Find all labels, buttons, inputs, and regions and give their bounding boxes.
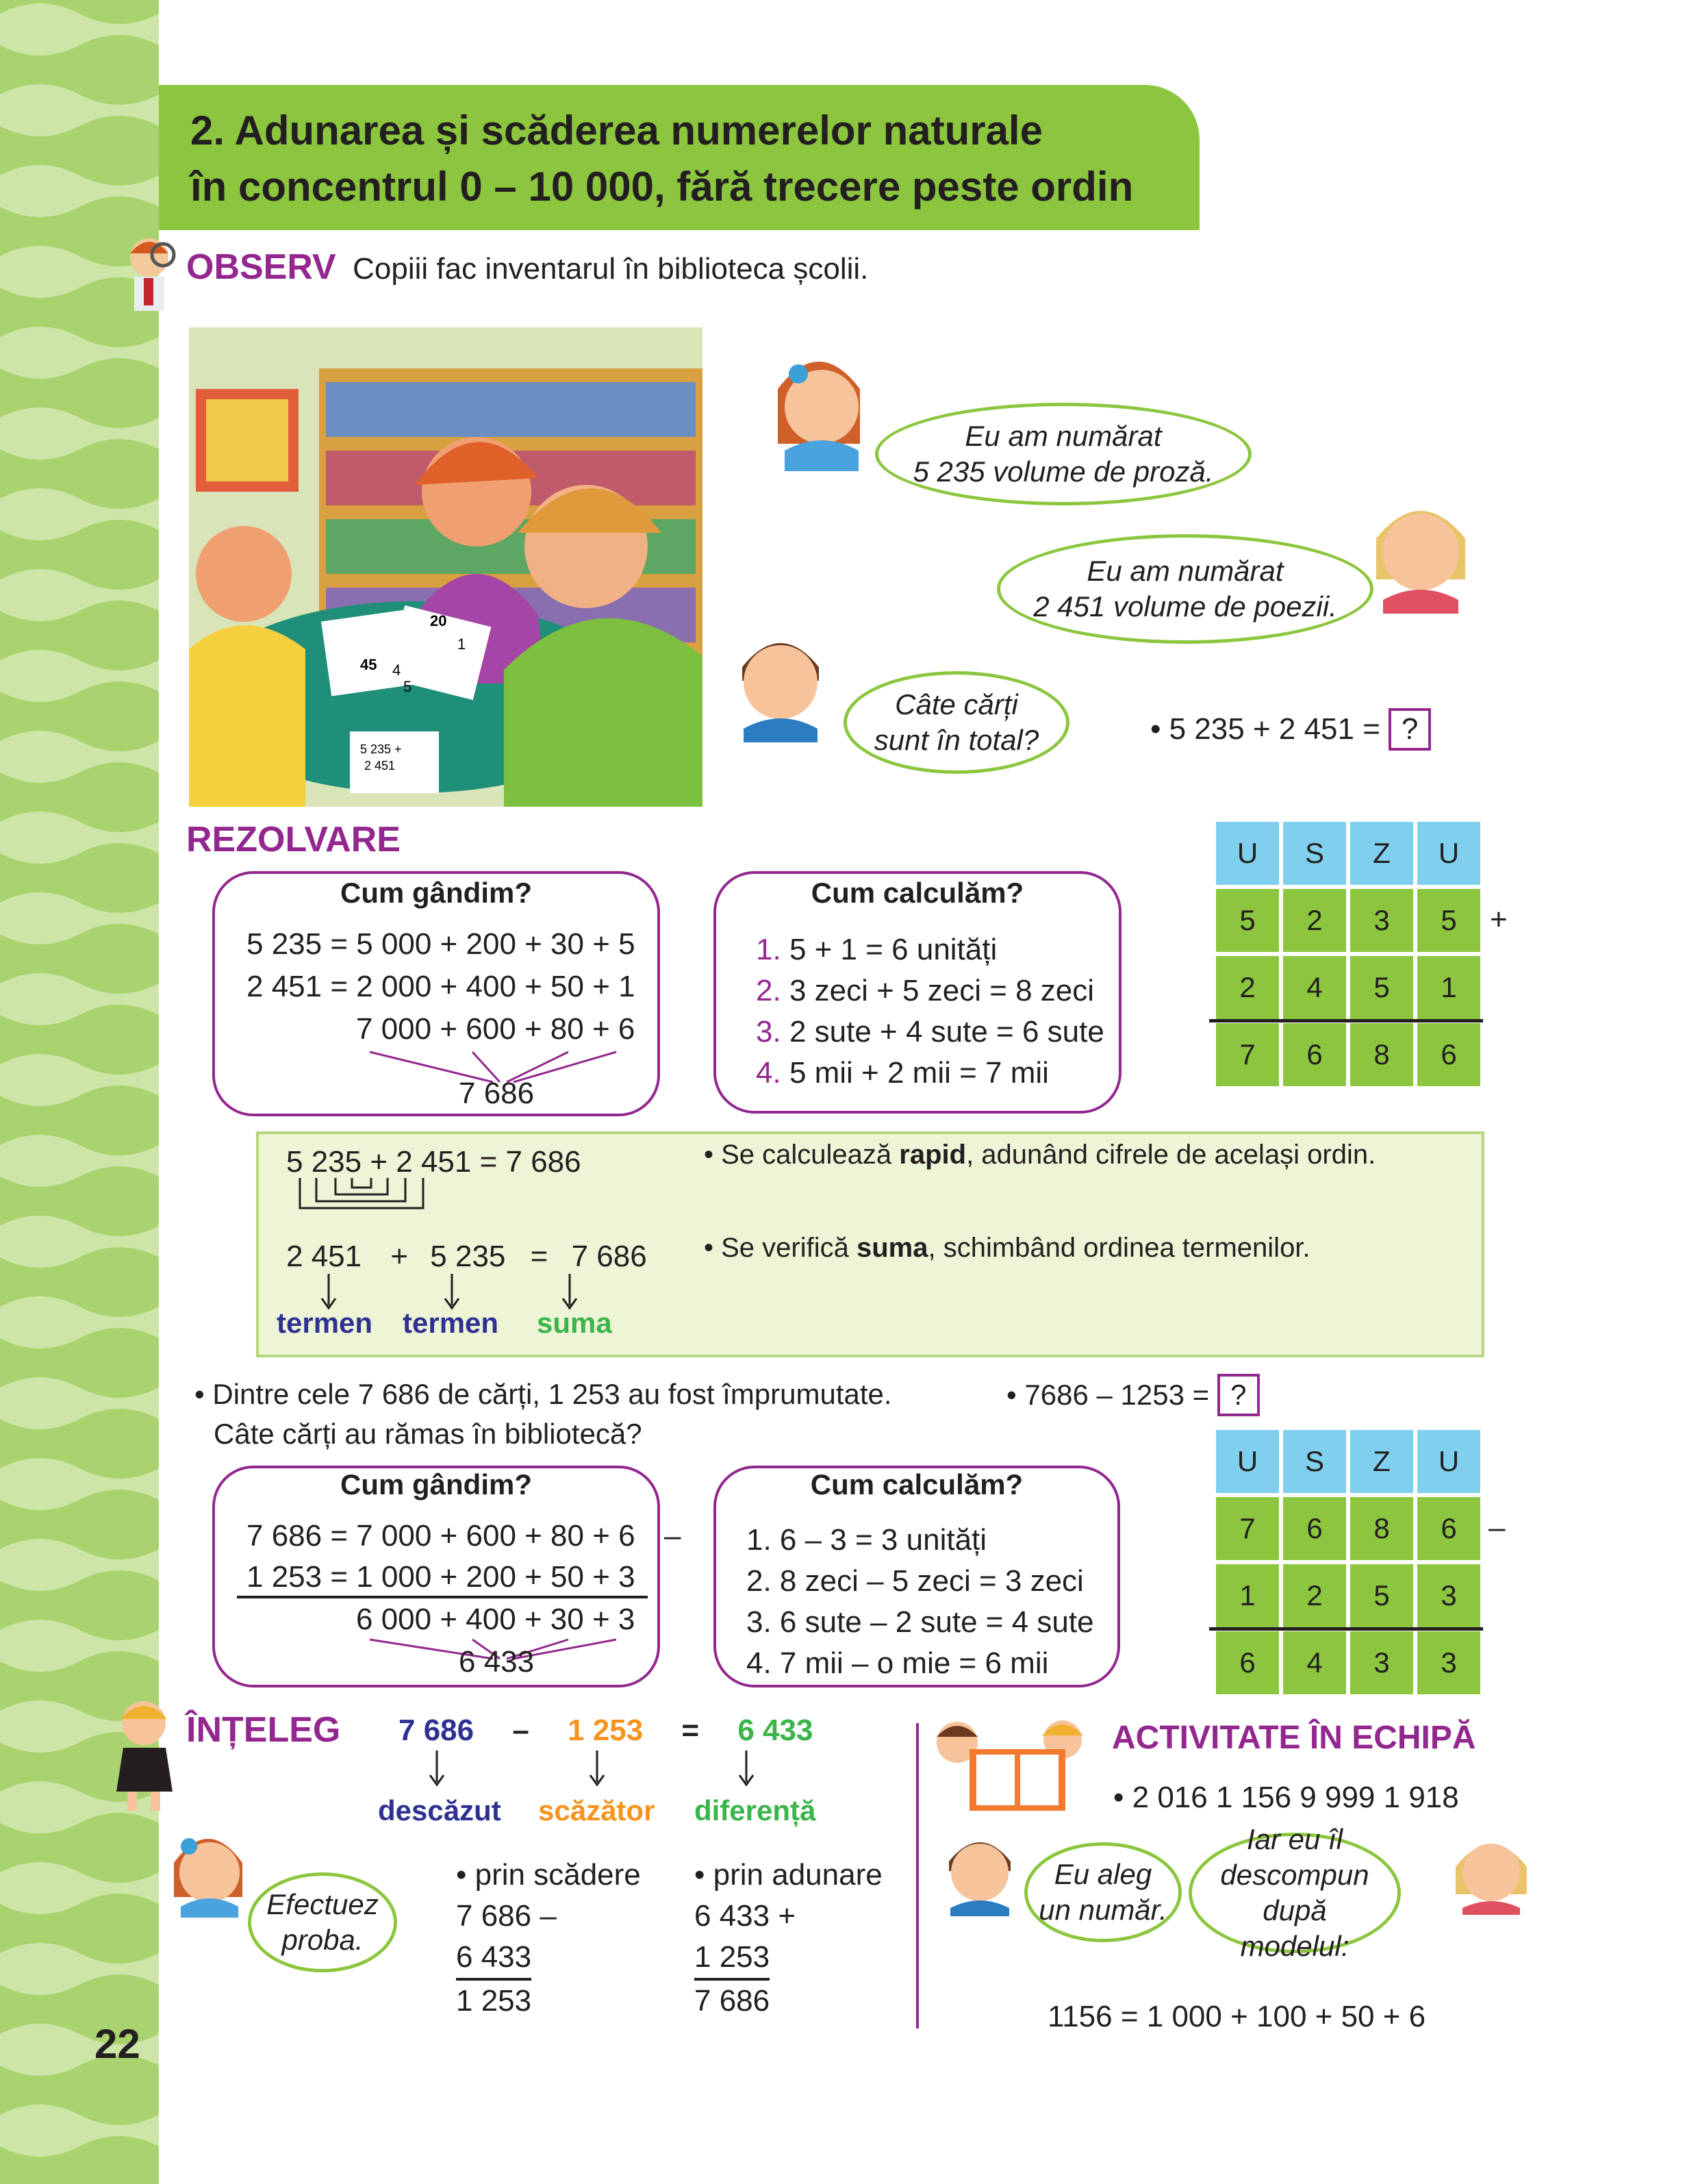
calculam1-num1: 1. xyxy=(756,933,781,966)
bubble-aleg-line1: Eu aleg xyxy=(1054,1858,1152,1890)
wave-stripe xyxy=(0,973,159,1025)
paper-sum-top: 5 235 + xyxy=(360,742,402,756)
calculam1-item1 xyxy=(756,933,997,967)
girl-pointing-icon xyxy=(107,1696,182,1812)
problem2-line1: • Dintre cele 7 686 de cărți, 1 253 au fost împrumutate. xyxy=(194,1378,892,1410)
problem2-eq-text: • 7686 – 1253 = xyxy=(1006,1379,1210,1411)
observ-row xyxy=(186,247,868,288)
gandim2-minus: – xyxy=(664,1519,681,1553)
gandim2-rule xyxy=(237,1596,648,1598)
gandim2-line2: 1 253 = 1 000 + 200 + 50 + 3 xyxy=(246,1560,635,1594)
table2-result-cell: 4 xyxy=(1283,1631,1346,1694)
gandim1-line3: 7 000 + 600 + 80 + 6 xyxy=(356,1012,635,1046)
calculam1-item3 xyxy=(756,1015,1104,1049)
note-rapid xyxy=(704,1140,1376,1170)
paper-number-45: 45 xyxy=(360,656,377,673)
calculam1-item4 xyxy=(756,1056,1049,1090)
proof-addition xyxy=(694,1855,883,2022)
library-illustration xyxy=(189,327,702,807)
label-descazut: descăzut xyxy=(378,1794,501,1827)
wave-stripe xyxy=(0,407,159,460)
wave-stripe xyxy=(0,488,159,540)
problem1-text: • 5 235 + 2 451 = xyxy=(1150,712,1380,746)
table2-cell: 8 xyxy=(1350,1497,1413,1560)
bubble-girl-line1: Eu am numărat xyxy=(965,420,1162,452)
table1-sum-line xyxy=(1209,1019,1483,1022)
wave-stripe xyxy=(0,1296,159,1348)
proof1-label: • prin scădere xyxy=(456,1858,641,1892)
speech-bubble-aleg xyxy=(1024,1842,1182,1942)
label-termen-1: termen xyxy=(277,1307,373,1339)
table2-cell: 6 xyxy=(1283,1497,1346,1560)
table2-result-cell: 3 xyxy=(1417,1631,1480,1694)
section-divider xyxy=(916,1723,919,2029)
echipa-numbers: • 2 016 1 156 9 999 1 918 xyxy=(1113,1781,1459,1814)
swap-arrows xyxy=(286,1175,457,1216)
wave-stripe xyxy=(0,327,159,379)
table2-cell: 7 xyxy=(1216,1497,1279,1560)
table2-cell: 6 xyxy=(1417,1497,1480,1560)
bubble-boy-line1: Câte cărți xyxy=(895,688,1018,720)
equals-sign: = xyxy=(530,1240,548,1273)
paper-sum-bottom: 2 451 xyxy=(364,759,396,773)
table1-header-s: S xyxy=(1283,822,1346,885)
unknown-box: ? xyxy=(1389,708,1431,751)
paper-number-20: 20 xyxy=(430,612,447,629)
table2-cell: 5 xyxy=(1350,1564,1413,1627)
table1-cell: 5 xyxy=(1350,956,1413,1019)
note1-bold: rapid xyxy=(899,1140,967,1170)
cum-calculam-title-1: Cum calculăm? xyxy=(811,877,1024,909)
wave-stripe xyxy=(0,569,159,621)
table2-operator: – xyxy=(1488,1511,1506,1544)
note2-pre: • Se verifică xyxy=(704,1233,857,1263)
wave-stripe xyxy=(0,892,159,944)
table2-header-u: U xyxy=(1216,1430,1279,1493)
bubble-girl2-line1: Eu am numărat xyxy=(1087,555,1284,587)
minus-sign: – xyxy=(512,1714,529,1747)
bubble-descompun-line1: Iar eu îl xyxy=(1246,1823,1343,1855)
gandim2-line1: 7 686 = 7 000 + 600 + 80 + 6 xyxy=(246,1519,635,1553)
wave-stripe xyxy=(0,1620,159,1672)
note1-post: , adunând cifrele de același ordin. xyxy=(966,1140,1376,1170)
table2-result-cell: 6 xyxy=(1216,1631,1279,1694)
calculam1-item2 xyxy=(756,974,1094,1008)
wave-stripe xyxy=(0,1135,159,1187)
cum-calculam-title-2: Cum calculăm? xyxy=(810,1468,1024,1501)
term-b: 5 235 xyxy=(430,1240,506,1273)
label-scazator: scăzător xyxy=(538,1794,655,1827)
decorative-side-strip xyxy=(0,0,159,2184)
table1-cell: 1 xyxy=(1417,956,1480,1019)
bubble-aleg-line2: un număr. xyxy=(1039,1894,1167,1926)
note-suma xyxy=(704,1233,1310,1264)
girl-character-icon xyxy=(771,341,867,471)
table1-result-cell: 8 xyxy=(1350,1023,1413,1086)
gandim2-line3: 6 000 + 400 + 30 + 3 xyxy=(356,1603,635,1636)
echipa-heading: ACTIVITATE ÎN ECHIPĂ xyxy=(1112,1720,1476,1756)
wave-stripe xyxy=(0,1054,159,1106)
proof2-line2: 1 253 xyxy=(694,1937,770,1981)
table2-cell: 2 xyxy=(1283,1564,1346,1627)
model-equation: 1156 = 1 000 + 100 + 50 + 6 xyxy=(1048,2000,1426,2033)
table1-cell: 5 xyxy=(1417,889,1480,952)
check-equation: 5 235 + 2 451 = 7 686 xyxy=(286,1145,581,1179)
proof2-line1: 6 433 + xyxy=(694,1899,796,1933)
library-scene xyxy=(189,327,702,807)
gandim1-line2: 2 451 = 2 000 + 400 + 50 + 1 xyxy=(246,970,635,1003)
table1-header-u: U xyxy=(1216,822,1279,885)
table1-cell: 2 xyxy=(1283,889,1346,952)
wave-stripe xyxy=(0,3,159,55)
paper-number-1: 1 xyxy=(457,636,466,653)
speech-bubble-girl2 xyxy=(997,534,1373,644)
bubble-descompun-line2: descompun după xyxy=(1220,1859,1369,1926)
bubble-proba-line2: proba. xyxy=(281,1924,364,1956)
wave-stripe xyxy=(0,1539,159,1591)
table2-cell: 1 xyxy=(1216,1564,1279,1627)
check-equation-2 xyxy=(286,1240,647,1274)
table1-result-cell: 6 xyxy=(1417,1023,1480,1086)
table2-cell: 3 xyxy=(1417,1564,1480,1627)
note2-post: , schimbând ordinea termenilor. xyxy=(928,1233,1310,1263)
wave-stripe xyxy=(0,1862,159,1914)
proof2-label: • prin adunare xyxy=(694,1858,883,1892)
calculam2-item4: 4. 7 mii – o mie = 6 mii xyxy=(746,1646,1049,1680)
inteleg-arrows xyxy=(411,1750,767,1792)
table1-operator: + xyxy=(1490,903,1508,936)
boy-character-icon xyxy=(733,619,828,742)
gandim1-line1: 5 235 = 5 000 + 200 + 30 + 5 xyxy=(246,927,635,961)
table2-diff-line xyxy=(1209,1627,1483,1631)
table1-cell: 5 xyxy=(1216,889,1279,952)
calculam1-text2: 3 zeci + 5 zeci = 8 zeci xyxy=(789,974,1095,1007)
paper-number-5: 5 xyxy=(403,678,412,695)
label-diferenta: diferență xyxy=(694,1794,816,1827)
speech-bubble-proba xyxy=(248,1872,397,1972)
bubble-descompun-line3: modelul: xyxy=(1240,1930,1349,1962)
calculam1-num3: 3. xyxy=(756,1015,781,1049)
problem2-line2: Câte cărți au rămas în bibliotecă? xyxy=(214,1418,642,1450)
label-termen-2: termen xyxy=(403,1307,499,1339)
table2-header-u2: U xyxy=(1417,1430,1480,1493)
table1-cell: 3 xyxy=(1350,889,1413,952)
inteleg-heading: ÎNȚELEG xyxy=(186,1710,341,1750)
wave-stripe xyxy=(0,84,159,136)
plus-sign: + xyxy=(390,1240,409,1273)
cum-gandim-title-1: Cum gândim? xyxy=(340,877,532,909)
calculam2-item2: 2. 8 zeci – 5 zeci = 3 zeci xyxy=(746,1564,1084,1598)
wave-stripe xyxy=(0,650,159,702)
bubble-proba-line1: Efectuez xyxy=(266,1888,379,1920)
bubble-girl2-line2: 2 451 volume de poezii. xyxy=(1033,590,1337,623)
boy-character-icon-2 xyxy=(942,1827,1017,1916)
gandim2-result: 6 433 xyxy=(459,1645,535,1679)
table1-result-cell: 6 xyxy=(1283,1023,1346,1086)
lesson-title-line2: în concentrul 0 – 10 000, fără trecere peste ordin xyxy=(190,164,1134,210)
table1-header-u2: U xyxy=(1417,822,1480,885)
table2-header-s: S xyxy=(1283,1430,1346,1493)
wave-stripe xyxy=(0,1943,159,1995)
paper-number-4: 4 xyxy=(392,662,401,679)
calculam1-num2: 2. xyxy=(756,974,781,1007)
wave-stripe xyxy=(0,1377,159,1429)
table1-result-cell: 7 xyxy=(1216,1023,1279,1086)
bubble-girl-line2: 5 235 volume de proză. xyxy=(913,455,1214,488)
cum-gandim-title-2: Cum gândim? xyxy=(340,1468,532,1501)
calculam1-text4: 5 mii + 2 mii = 7 mii xyxy=(789,1056,1049,1090)
descazut-value: 7 686 xyxy=(398,1714,474,1747)
wave-stripe xyxy=(0,731,159,783)
speech-bubble-descompun xyxy=(1189,1823,1401,1962)
inteleg-equation xyxy=(398,1714,813,1748)
calculam1-text1: 5 + 1 = 6 unități xyxy=(789,933,998,966)
table1-cell: 4 xyxy=(1283,956,1346,1019)
equals-sign-2: = xyxy=(681,1714,700,1747)
calculam2-item1: 1. 6 – 3 = 3 unități xyxy=(746,1523,987,1557)
sum-value: 7 686 xyxy=(571,1240,647,1273)
calculam2-item3: 3. 6 sute – 2 sute = 4 sute xyxy=(746,1605,1094,1639)
table2-result-cell: 3 xyxy=(1350,1631,1413,1694)
lesson-title xyxy=(190,103,1133,215)
proof2-result: 7 686 xyxy=(694,1984,770,2018)
term-a: 2 451 xyxy=(286,1240,362,1273)
unknown-box-2: ? xyxy=(1217,1374,1260,1416)
note1-pre: • Se calculează xyxy=(704,1140,900,1170)
observ-text: Copiii fac inventarul în biblioteca școlii. xyxy=(353,252,869,286)
proof1-line1: 7 686 – xyxy=(456,1899,557,1933)
wave-stripe xyxy=(0,812,159,864)
wave-stripe xyxy=(0,1458,159,1510)
kids-with-book-icon xyxy=(928,1715,1106,1818)
wave-stripe xyxy=(0,165,159,217)
place-value-table-1 xyxy=(1216,822,1480,1086)
observ-label: OBSERV xyxy=(186,247,336,287)
note2-bold: suma xyxy=(856,1233,928,1263)
table1-cell: 2 xyxy=(1216,956,1279,1019)
wave-stripe xyxy=(0,2105,159,2157)
girl2-character-icon xyxy=(1369,484,1472,614)
page-number: 22 xyxy=(94,2021,140,2067)
wave-pattern xyxy=(0,0,159,2184)
girl-character-icon-2 xyxy=(167,1822,249,1918)
label-suma: suma xyxy=(537,1307,612,1339)
scazator-value: 1 253 xyxy=(568,1714,644,1747)
table1-header-z: Z xyxy=(1350,822,1413,885)
lesson-title-line1: 2. Adunarea și scăderea numerelor naturale xyxy=(190,108,1043,153)
calculam1-num4: 4. xyxy=(756,1056,781,1090)
rezolvare-heading: REZOLVARE xyxy=(186,820,401,859)
girl2-character-icon-2 xyxy=(1450,1826,1532,1915)
bubble-boy-line2: sunt în total? xyxy=(874,724,1039,756)
diferenta-value: 6 433 xyxy=(737,1714,813,1747)
gandim1-result: 7 686 xyxy=(459,1077,535,1110)
problem2-equation xyxy=(1006,1374,1260,1416)
speech-bubble-boy xyxy=(844,671,1069,774)
proof1-result: 1 253 xyxy=(456,1984,532,2018)
table2-header-z: Z xyxy=(1350,1430,1413,1493)
proof1-line2: 6 433 xyxy=(456,1937,531,1981)
kid-magnifier-icon xyxy=(123,234,178,316)
problem1-equation xyxy=(1150,708,1431,751)
speech-bubble-girl xyxy=(875,403,1252,505)
place-value-table-2 xyxy=(1216,1430,1480,1694)
calculam1-text3: 2 sute + 4 sute = 6 sute xyxy=(789,1015,1104,1049)
wave-stripe xyxy=(0,1216,159,1268)
proof-subtraction xyxy=(456,1855,641,2022)
